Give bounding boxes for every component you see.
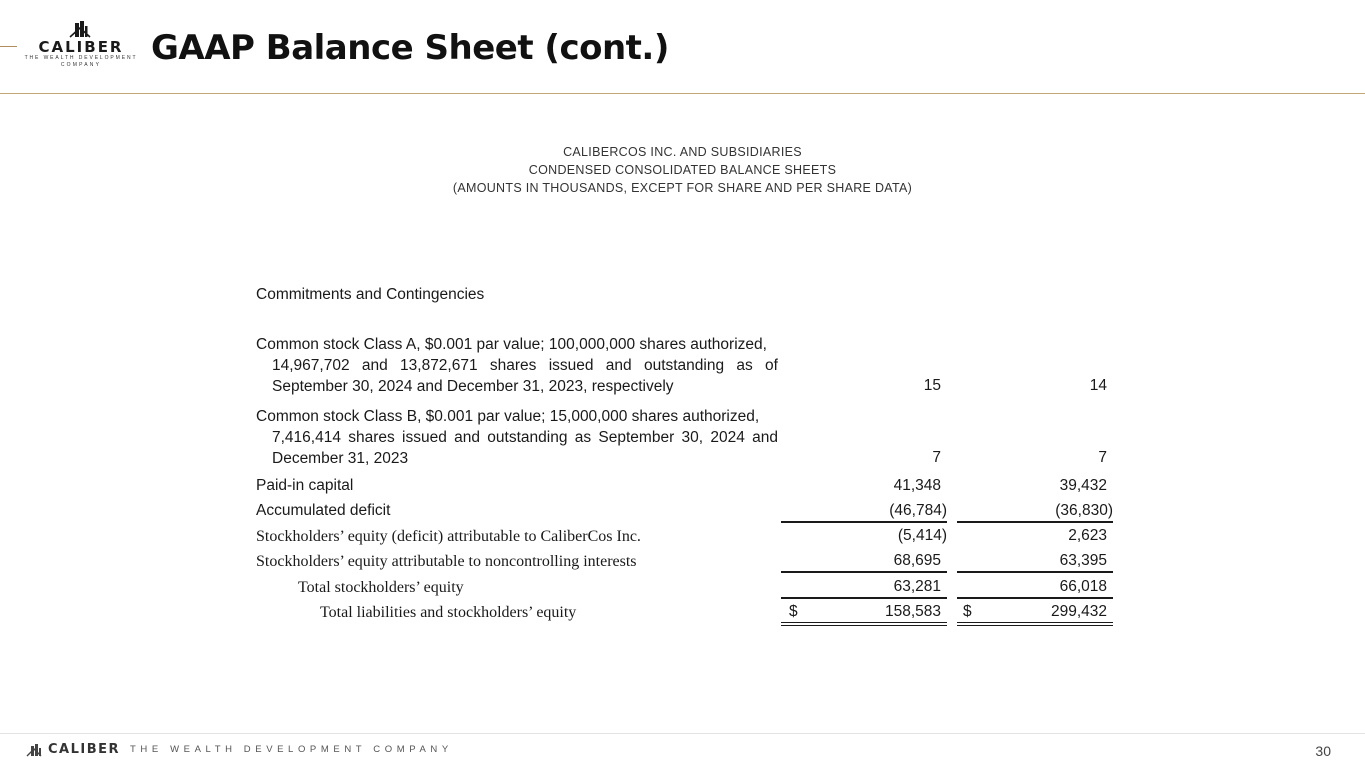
row-label-noncontrolling: Stockholders’ equity attributable to noncontrolling interests xyxy=(256,553,637,570)
row-label-line: Common stock Class A, $0.001 par value; 100,000,000 shares authorized, xyxy=(256,336,767,353)
building-icon xyxy=(26,743,44,757)
heading-statement: CONDENSED CONSOLIDATED BALANCE SHEETS xyxy=(528,163,837,177)
footer-divider xyxy=(0,733,1365,734)
logo-wordmark: CALIBER xyxy=(38,38,124,56)
footer-tagline: THE WEALTH DEVELOPMENT COMPANY xyxy=(130,744,453,755)
value-dec-2023: 39,432 xyxy=(1059,477,1107,494)
value-sep-2024: 41,348 xyxy=(893,477,941,494)
footer-logo xyxy=(26,742,453,757)
building-icon xyxy=(68,20,94,38)
double-rule-top xyxy=(957,622,1113,623)
value-sep-2024: 63,281 xyxy=(893,578,941,595)
subtotal-rule xyxy=(781,521,947,523)
double-rule-top xyxy=(781,622,947,623)
subtotal-rule xyxy=(781,571,947,573)
heading-units: (AMOUNTS IN THOUSANDS, EXCEPT FOR SHARE AND PER SHARE DATA) xyxy=(452,181,913,195)
currency-symbol: $ xyxy=(963,603,972,620)
currency-symbol: $ xyxy=(789,603,798,620)
page-title: GAAP Balance Sheet (cont.) xyxy=(151,28,669,68)
header-accent-line xyxy=(0,46,17,47)
subtotal-rule xyxy=(957,571,1113,573)
statement-heading xyxy=(0,143,1365,197)
value-dec-2023: 66,018 xyxy=(1059,578,1107,595)
logo-tagline: THE WEALTH DEVELOPMENT xyxy=(24,55,138,61)
header-divider xyxy=(0,93,1365,94)
double-rule-bottom xyxy=(781,625,947,626)
total-rule xyxy=(781,597,947,599)
row-label-total-equity: Total stockholders’ equity xyxy=(298,579,464,596)
row-label-accumulated-deficit: Accumulated deficit xyxy=(256,502,391,519)
subtotal-rule xyxy=(957,521,1113,523)
total-rule xyxy=(957,597,1113,599)
value-sep-2024: 158,583 xyxy=(884,603,941,620)
value-dec-2023: 7 xyxy=(1098,449,1107,466)
value-sep-2024: 15 xyxy=(923,377,941,394)
value-dec-2023: 299,432 xyxy=(1050,603,1107,620)
row-label-total-liabilities-equity: Total liabilities and stockholders’ equity xyxy=(320,604,577,621)
row-label-line: Common stock Class B, $0.001 par value; 15,000,000 shares authorized, xyxy=(256,408,760,425)
page-number: 30 xyxy=(1315,743,1331,759)
row-label-continuation: 7,416,414 shares issued and outstanding as September 30, 2024 and December 31, 2023 xyxy=(272,429,778,467)
heading-company: CALIBERCOS INC. AND SUBSIDIARIES xyxy=(563,145,802,159)
value-sep-2024: 7 xyxy=(932,449,941,466)
value-dec-2023: 2,623 xyxy=(1068,527,1107,544)
row-label-continuation: 14,967,702 and 13,872,671 shares issued and outstanding as of September 30, 2024 and December 31, 2023, respectively xyxy=(272,357,778,395)
logo-tagline-2: COMPANY xyxy=(60,62,102,68)
value-dec-2023: (36,830) xyxy=(1055,502,1113,519)
section-label: Commitments and Contingencies xyxy=(256,286,485,303)
value-sep-2024: 68,695 xyxy=(893,552,941,569)
row-label-class-a xyxy=(256,334,778,397)
value-sep-2024: (46,784) xyxy=(889,502,947,519)
footer-wordmark: CALIBER xyxy=(48,742,121,757)
value-dec-2023: 14 xyxy=(1089,377,1107,394)
row-label-paid-in-capital: Paid-in capital xyxy=(256,477,354,494)
caliber-logo xyxy=(24,20,138,72)
row-label-class-b xyxy=(256,406,778,469)
value-sep-2024: (5,414) xyxy=(897,527,947,544)
double-rule-bottom xyxy=(957,625,1113,626)
value-dec-2023: 63,395 xyxy=(1059,552,1107,569)
row-label-equity-calibercos: Stockholders’ equity (deficit) attributable to CaliberCos Inc. xyxy=(256,528,641,545)
